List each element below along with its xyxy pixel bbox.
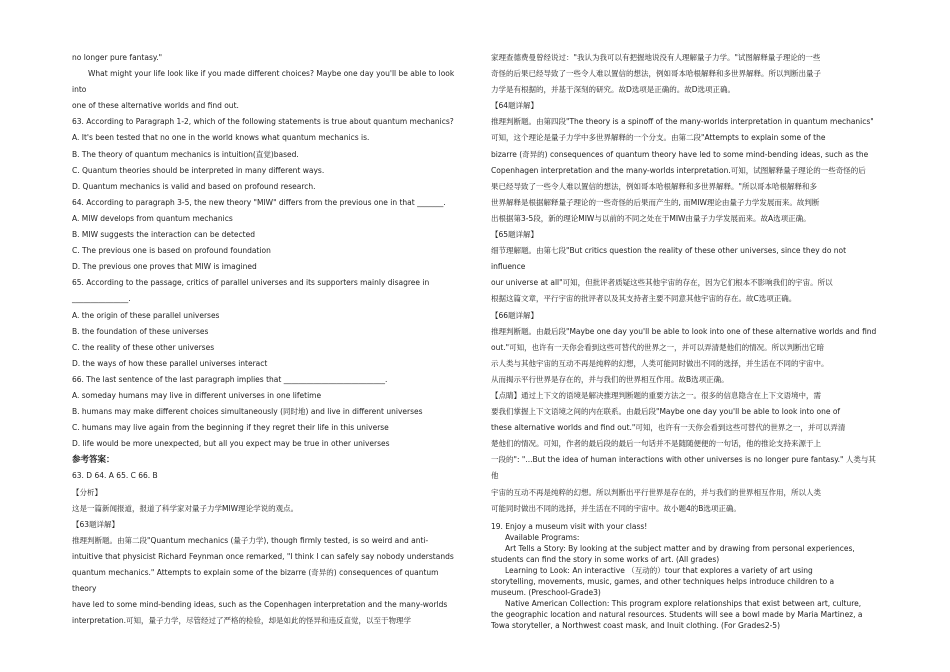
option-line: D. life would be more unexpected, but all you expect may be true in other universes (72, 439, 390, 449)
program-line: Towa storyteller, a Northwest coast mask, and Inuit clothing. (For Grades2-5) (491, 620, 781, 630)
text-line: 推理判断题。由第四段"The theory is a spinoff of the many-worlds interpretation in quantum mechanics" (491, 117, 874, 127)
option-line: B. the foundation of these universes (72, 326, 209, 336)
text-line: these alternative worlds and find out."可知，也许有一天你会看到这些可替代的世界之一，并可以弄清 (491, 423, 846, 433)
text-line: 家理查德费曼曾经说过："我认为我可以有把握地说没有人理解量子力学。"试图解释量子理论的一些 (491, 53, 821, 62)
question-19-title: 19. Enjoy a museum visit with your class! (491, 521, 648, 531)
text-line: What might your life look like if you made different choices? Maybe one day you'll be able to look into (72, 69, 455, 95)
answer-key: 63. D 64. A 65. C 66. B (72, 471, 158, 481)
right-column (491, 50, 881, 631)
program-line: museum. (Preschool-Grade3) (491, 587, 601, 597)
option-line: C. humans may live again from the beginning if they regret their life in this universe (72, 423, 389, 433)
text-line: 【66题详解】 (491, 310, 539, 320)
text-line: 可知，这个理论是量子力学中多世界解释的一个分支。由第二段"Attempts to explain some of the (491, 133, 826, 143)
text-line: 宇宙的互动不再是纯粹的幻想。所以判断出平行世界是存在的，并与我们的世界相互作用，所以人类 (491, 487, 821, 497)
text-line: no longer pure fantasy." (72, 53, 163, 62)
text-line: 从而揭示平行世界是存在的，并与我们的世界相互作用。故B选项正确。 (491, 374, 729, 384)
text-line: 可能同时做出不同的选择，并生活在不同的宇宙中。故小题4的B选项正确。 (491, 503, 741, 513)
option-line: B. MIW suggests the interaction can be detected (72, 230, 255, 240)
text-line: 这是一篇新闻报道，报道了科学家对量子力学MIW理论学说的观点。 (72, 503, 299, 513)
option-line: A. someday humans may live in different universes in one lifetime (72, 390, 322, 400)
text-line: 【63题详解】 (72, 519, 120, 529)
text-line: 【分析】 (72, 487, 102, 497)
text-line: 奇怪的后果已经导致了一些令人难以置信的想法，例如哥本哈根解释和多世界解释。所以判断出量子 (491, 69, 821, 79)
option-line: B. humans may make different choices simultaneously (同时地) and live in different universes (72, 407, 423, 417)
available-programs: Available Programs: (505, 532, 580, 542)
text-line: 一段的": "...But the idea of human interactions with other universes is no longer pure fantasy." 人类与其他 (491, 455, 876, 481)
text-line: 【64题详解】 (491, 101, 539, 111)
program-line: Learning to Look: An interactive （互动的）tour that explores a variety of art using (505, 565, 813, 575)
option-line: D. The previous one proves that MIW is imagined (72, 262, 257, 272)
question-66: 66. The last sentence of the last paragraph implies that ___________________________. (72, 374, 388, 384)
text-line: bizarre (奇异的) consequences of quantum theory have led to some mind-bending ideas, such as the (491, 149, 869, 159)
text-line: 根据这篇文章，平行宇宙的批评者以及其支持者主要不同意其他宇宙的存在。故C选项正确。 (491, 294, 797, 304)
text-line: 【65题详解】 (491, 230, 539, 240)
text-line: Copenhagen interpretation and the many-worlds interpretation.可知，试图解释量子理论的一些奇怪的后 (491, 165, 866, 175)
text-line: one of these alternative worlds and find out. (72, 101, 239, 111)
text-line: quantum mechanics." Attempts to explain some of the bizarre (奇异的) consequences of quantum theory (72, 568, 439, 594)
text-line: 世界解释是根据解释量子理论的一些奇怪的后果而产生的, 而MIW理论由量子力学发展而来。故判断 (491, 197, 820, 207)
option-line: C. The previous one is based on profound foundation (72, 246, 271, 256)
text-line: 【点睛】通过上下文的语境是解决推理判断题的重要方法之一。很多的信息隐含在上下文语境中，需 (491, 390, 821, 400)
option-line: A. MIW develops from quantum mechanics (72, 213, 233, 223)
option-line: C. Quantum theories should be interpreted in many different ways. (72, 165, 325, 175)
text-line: 推理判断题。由第二段"Quantum mechanics (量子力学), though firmly tested, is so weird and anti- (72, 535, 429, 545)
text-line: interpretation.可知，量子力学，尽管经过了严格的检验，却是如此的怪异和违反直觉，以至于物理学 (72, 616, 412, 626)
text-line: _______________. (72, 294, 131, 304)
option-line: D. Quantum mechanics is valid and based on profound research. (72, 181, 316, 191)
text-line: 楚他们的情况。可知，作者的最后段的最后一句话并不是随随便便的一句话，他的推论支持来源于上 (491, 439, 821, 449)
text-line: 细节理解题。由第七段"But critics question the reality of these other universes, since they do not influence (491, 246, 847, 272)
program-line: storytelling, movements, music, games, and other techniques helps introduce children to a (491, 576, 835, 586)
text-line: have led to some mind-bending ideas, such as the Copenhagen interpretation and the many-worlds (72, 600, 448, 610)
program-line: students can find the story in some works of art. (All grades) (491, 554, 720, 564)
question-64: 64. According to paragraph 3-5, the new theory "MIW" differs from the previous one in that _______. (72, 197, 446, 207)
text-line: our universe at all"可知，但批评者质疑这些其他宇宙的存在，因为它们根本不影响我们的宇宙。所以 (491, 278, 833, 288)
question-65: 65. According to the passage, critics of parallel universes and its supporters mainly disagree in (72, 278, 430, 288)
option-line: B. The theory of quantum mechanics is intuition(直觉)based. (72, 149, 299, 159)
program-line: Art Tells a Story: By looking at the subject matter and by drawing from personal experiences, (505, 543, 855, 553)
text-line: out."可知，也许有一天你会看到这些可替代的世界之一，并可以弄清楚他们的情况。所以判断出它暗 (491, 342, 825, 352)
program-line: the geographic location and natural resources. Students will see a bowl made by Maria Martinez, a (491, 609, 863, 619)
program-line: Native American Collection: This program explore relationships that exist between art, culture, (505, 598, 862, 608)
text-line: 示人类与其他宇宙的互动不再是纯粹的幻想，人类可能同时做出不同的选择，并生活在不同的宇宙中。 (491, 358, 829, 368)
text-line: 要我们掌握上下文语境之间的内在联系。由最后段"Maybe one day you'll be able to look into one of (491, 407, 841, 417)
option-line: D. the ways of how these parallel universes interact (72, 358, 268, 368)
text-line: 果已经导致了一些令人难以置信的想法，例如哥本哈根解释和多世界解释。"所以哥本哈根解释和多 (491, 181, 817, 191)
option-line: A. the origin of these parallel universes (72, 310, 220, 320)
text-line: 推理判断题。由最后段"Maybe one day you'll be able to look into one of these alternative worlds and find (491, 326, 877, 336)
option-line: C. the reality of these other universes (72, 342, 215, 352)
option-line: A. It's been tested that no one in the world knows what quantum mechanics is. (72, 133, 370, 143)
text-line: intuitive that physicist Richard Feynman once remarked, "I think I can safely say nobody understands (72, 551, 454, 561)
question-63: 63. According to Paragraph 1-2, which of the following statements is true about quantum mechanics? (72, 117, 454, 127)
left-column (72, 50, 458, 629)
text-line: 出根据第3-5段，新的理论MIW与以前的不同之处在于MIW由量子力学发展而来。故A选项正确。 (491, 213, 811, 223)
answer-title: 参考答案： (72, 455, 115, 466)
text-line: 力学是有根据的，并基于深刻的研究。故D选项是正确的。故D选项正确。 (491, 85, 736, 95)
